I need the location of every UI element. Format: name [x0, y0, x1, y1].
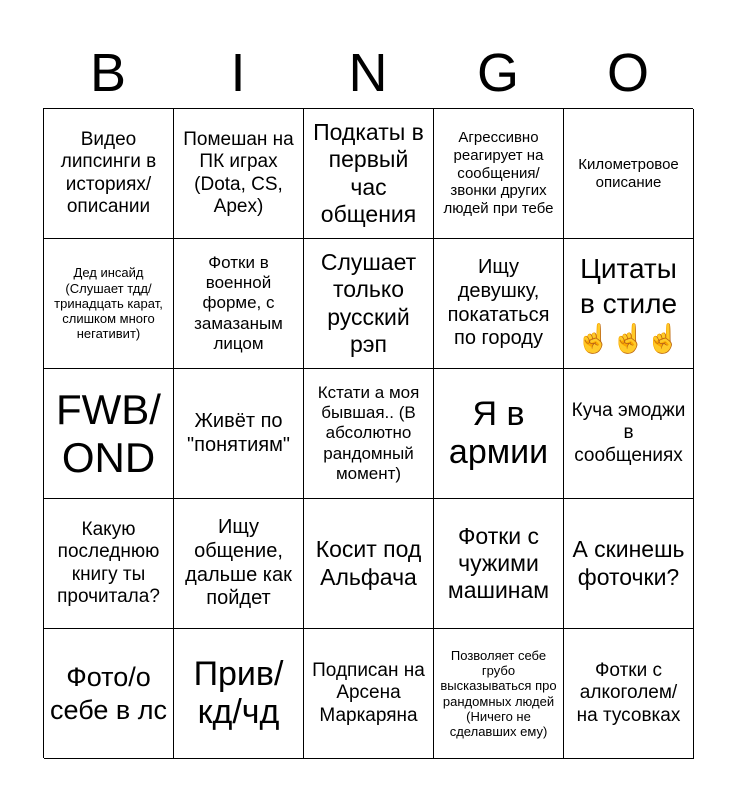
header-letter-o: O — [606, 43, 649, 103]
bingo-cell-r2c2[interactable]: Фотки в военной форме, с замазаным лицом — [174, 239, 304, 369]
header-letter-n: N — [348, 43, 388, 103]
bingo-cell-r2c1[interactable]: Дед инсайд (Слушает тдд/ тринадцать карат, слишком много негативит) — [44, 239, 174, 369]
bingo-cell-r2c4[interactable]: Ищу девушку, покататься по городу — [434, 239, 564, 369]
bingo-cell-r3c5[interactable]: Куча эмоджи в сообщениях — [564, 369, 694, 499]
bingo-header — [43, 38, 693, 108]
bingo-cell-r4c5[interactable]: А скинешь фоточки? — [564, 499, 694, 629]
bingo-board — [43, 108, 693, 758]
bingo-cell-r4c4[interactable]: Фотки с чужими машинам — [434, 499, 564, 629]
bingo-cell-r3c2[interactable]: Живёт по "понятиям" — [174, 369, 304, 499]
bingo-cell-r1c1[interactable]: Видео липсинги в историях/ описании — [44, 109, 174, 239]
bingo-cell-r5c3[interactable]: Подписан на Арсена Маркаряна — [304, 629, 434, 759]
bingo-cell-r4c1[interactable]: Какую последнюю книгу ты прочитала? — [44, 499, 174, 629]
bingo-cell-r1c5[interactable]: Километровое описание — [564, 109, 694, 239]
bingo-cell-r2c5[interactable]: Цитаты в стиле ☝️☝️☝️ — [564, 239, 694, 369]
bingo-cell-r4c2[interactable]: Ищу общение, дальше как пойдет — [174, 499, 304, 629]
bingo-cell-r3c3[interactable]: Кстати а моя бывшая.. (В абсолютно рандомный момент) — [304, 369, 434, 499]
bingo-cell-r1c3[interactable]: Подкаты в первый час общения — [304, 109, 434, 239]
bingo-cell-r2c3[interactable]: Слушает только русский рэп — [304, 239, 434, 369]
header-letter-i: I — [230, 43, 246, 103]
header-letter-g: G — [476, 43, 519, 103]
bingo-cell-r5c4[interactable]: Позволяет себе грубо высказываться про рандомных людей (Ничего не сделавших ему) — [434, 629, 564, 759]
bingo-cell-r5c2[interactable]: Прив/ кд/чд — [174, 629, 304, 759]
bingo-cell-r5c5[interactable]: Фотки с алкоголем/ на тусовках — [564, 629, 694, 759]
header-letter-b: B — [89, 43, 127, 103]
bingo-cell-r3c4[interactable]: Я в армии — [434, 369, 564, 499]
bingo-cell-r5c1[interactable]: Фото/о себе в лс — [44, 629, 174, 759]
bingo-cell-r1c2[interactable]: Помешан на ПК играх (Dota, CS, Apex) — [174, 109, 304, 239]
bingo-cell-r1c4[interactable]: Агрессивно реагирует на сообщения/ звонки других людей при тебе — [434, 109, 564, 239]
bingo-cell-r3c1[interactable]: FWB/ OND — [44, 369, 174, 499]
bingo-cell-r4c3[interactable]: Косит под Альфача — [304, 499, 434, 629]
